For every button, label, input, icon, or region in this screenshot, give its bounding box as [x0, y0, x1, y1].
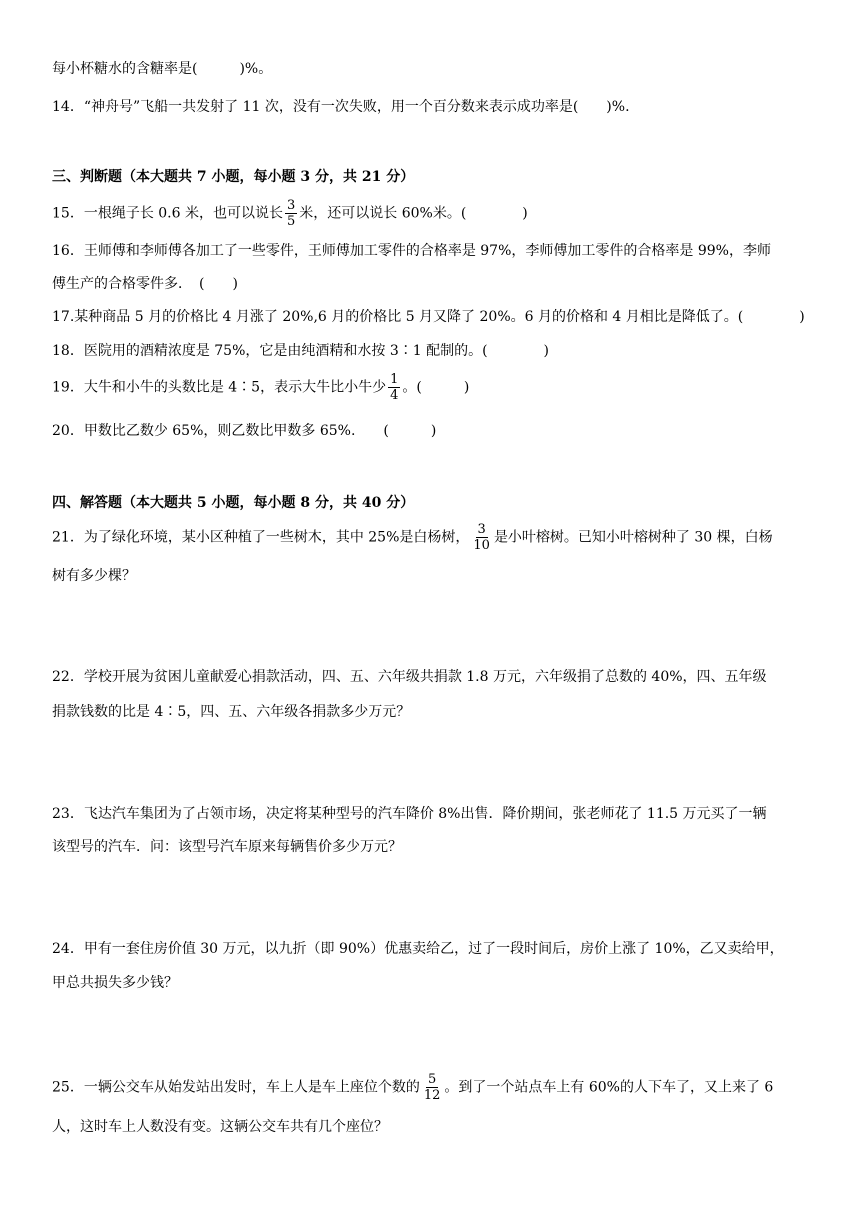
- q15: [52, 198, 528, 229]
- q23-line2: 该型号的汽车．问：该型号汽车原来每辆售价多少万元？: [52, 839, 402, 855]
- q25-fraction: [422, 1072, 443, 1103]
- q25-line2: 人，这时车上人数没有变。这辆公交车共有几个座位？: [52, 1119, 388, 1135]
- q14: 14．“神舟号”飞船一共发射了 11 次，没有一次失败，用一个百分数来表示成功率是( )%.: [52, 99, 630, 115]
- q15-fraction: [285, 198, 297, 229]
- q21-line2: 树有多少棵？: [52, 568, 136, 584]
- q15-frac-den: 5: [286, 214, 296, 229]
- q22-line1: 22．学校开展为贫困儿童献爱心捐款活动，四、五、六年级共捐款 1.8 万元，六年级捐了总数的 40%，四、五年级: [52, 669, 767, 685]
- q25-line1: [52, 1072, 773, 1103]
- q20: 20．甲数比乙数少 65%，则乙数比甲数多 65%. ( ): [52, 423, 437, 439]
- q19-frac-den: 4: [390, 388, 399, 403]
- q13-tail: 每小杯糖水的含糖率是( )%。: [52, 61, 273, 77]
- q15-frac-num: 3: [286, 198, 296, 213]
- q21-frac-den: 10: [473, 538, 490, 553]
- q25-text-a: 25．一辆公交车从始发站出发时，车上人是车上座位个数的: [52, 1079, 420, 1096]
- q23-line1: 23．飞达汽车集团为了占领市场，决定将某种型号的汽车降价 8%出售．降价期间，张老师花了 11.5 万元买了一辆: [52, 806, 767, 822]
- q19-text-a: 19．大牛和小牛的头数比是 4∶5，表示大牛比小牛少: [52, 379, 387, 396]
- q19: [52, 372, 469, 403]
- q16-line1: 16．王师傅和李师傅各加工了一些零件，王师傅加工零件的合格率是 97%，李师傅加工零件的合格率是 99%，李师: [52, 243, 771, 259]
- q25-text-b: 。到了一个站点车上有 60%的人下车了，又上来了 6: [444, 1079, 774, 1096]
- q21-fraction: [471, 522, 492, 553]
- q19-frac-num: 1: [390, 372, 399, 387]
- q21-text-a: 21．为了绿化环境，某小区种植了一些树木，其中 25%是白杨树，: [52, 529, 470, 546]
- q16-line2: 傅生产的合格零件多． ( ): [52, 276, 238, 292]
- q24-line1: 24．甲有一套住房价值 30 万元，以九折（即 90%）优惠卖给乙，过了一段时间后，房价上涨了 10%，乙又卖给甲，: [52, 941, 784, 957]
- q19-fraction: [388, 372, 400, 403]
- q25-frac-den: 12: [423, 1088, 441, 1103]
- q21-text-b: 是小叶榕树。已知小叶榕树种了 30 棵，白杨: [493, 529, 773, 546]
- q25-frac-num: 5: [427, 1072, 437, 1087]
- q19-text-b: 。( ): [402, 379, 470, 396]
- q21-frac-num: 3: [477, 522, 486, 537]
- q24-line2: 甲总共损失多少钱？: [52, 975, 178, 991]
- section-4-heading: 四、解答题（本大题共 5 小题，每小题 8 分，共 40 分）: [52, 495, 415, 511]
- q21-line1: [52, 522, 773, 553]
- section-3-heading: 三、判断题（本大题共 7 小题，每小题 3 分，共 21 分）: [52, 169, 415, 185]
- q15-text-a: 15．一根绳子长 0.6 米，也可以说长: [52, 205, 283, 222]
- q22-line2: 捐款钱数的比是 4∶5，四、五、六年级各捐款多少万元？: [52, 704, 411, 720]
- q17: 17.某种商品 5 月的价格比 4 月涨了 20%,6 月的价格比 5 月又降了 20%。6 月的价格和 4 月相比是降低了。( ): [52, 309, 805, 325]
- q18: 18．医院用的酒精浓度是 75%，它是由纯酒精和水按 3∶1 配制的。( ): [52, 343, 550, 359]
- q15-text-b: 米，还可以说长 60%米。( ): [299, 205, 528, 222]
